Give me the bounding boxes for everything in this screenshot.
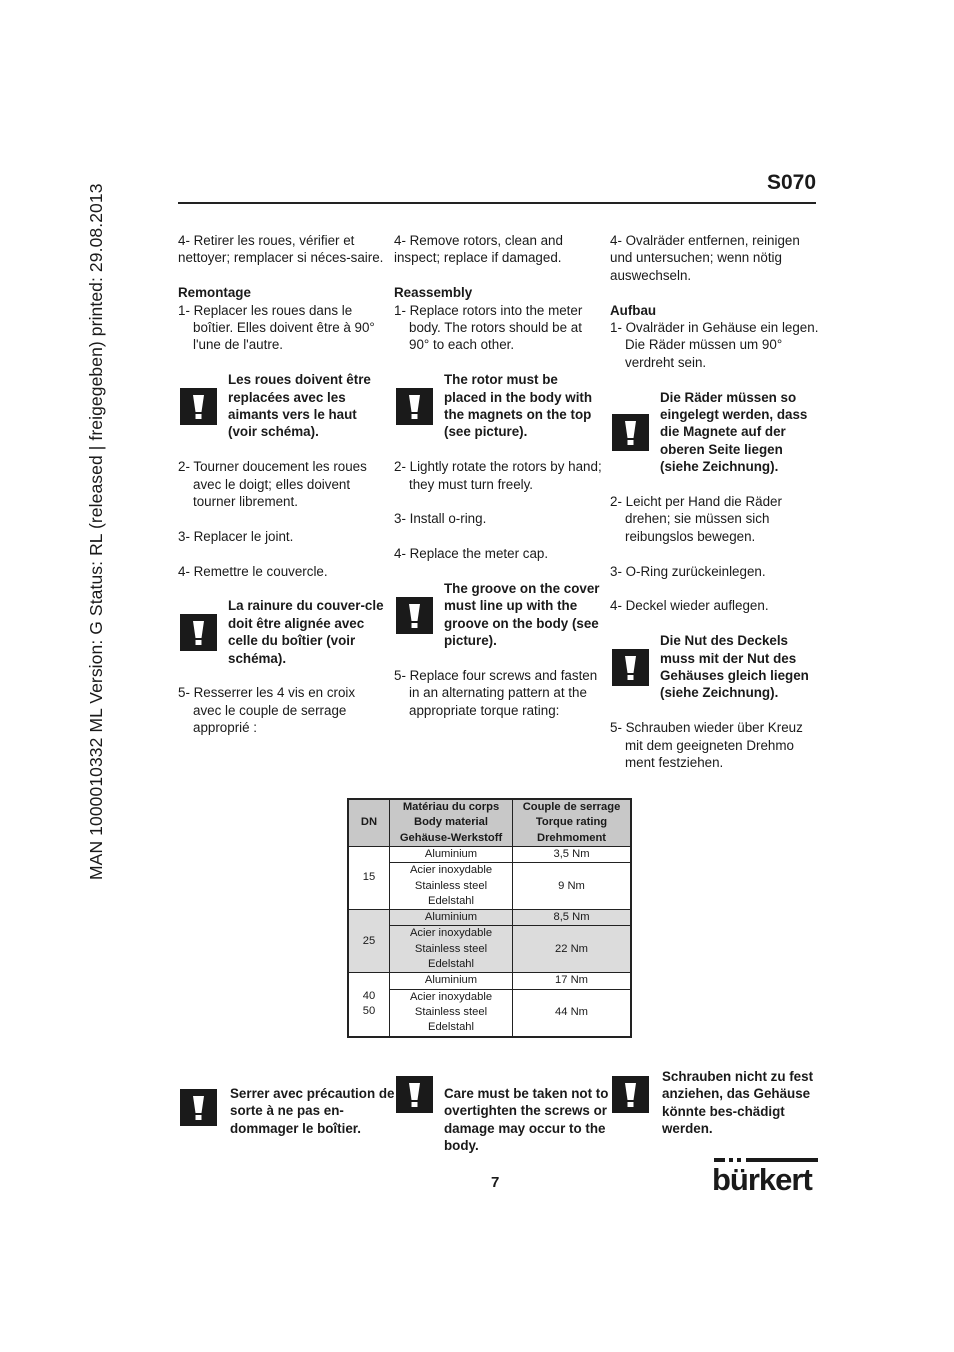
fr-warning-2 (178, 597, 386, 667)
dn-cell: 15 (348, 847, 390, 910)
torque-cell: 3,5 Nm (513, 847, 632, 863)
material-cell: Acier inoxydable Stainless steel Edelstahl (390, 989, 513, 1036)
column-german (610, 232, 820, 771)
fr-step-1: 1- Replacer les roues dans le boîtier. Elles doivent être à 90° l'une de l'autre. (178, 302, 375, 353)
bottom-warning-de-text: Schrauben nicht zu fest anziehen, das Gehäuse könnte bes-chädigt werden. (662, 1069, 814, 1137)
dn-cell: 40 50 (348, 973, 390, 1037)
header-dn: DN (348, 799, 390, 847)
material-cell: Acier inoxydable Stainless steel Edelstahl (390, 863, 513, 910)
bottom-warning-en-text: Care must be taken not to overtighten the screws or damage may occur to the body. (444, 1086, 609, 1154)
en-step-5: 5- Replace four screws and fasten in an alternating pattern at the appropriate torque rating: (394, 668, 598, 718)
header-material: Matériau du corps Body material Gehäuse-Werkstoff (390, 799, 513, 847)
logo-text: bürkert (712, 1162, 812, 1192)
torque-cell: 17 Nm (513, 973, 632, 989)
fr-step-4-disassembly: 4- Retirer les roues, vérifier et nettoyer; remplacer si néces-saire. (178, 233, 384, 266)
en-step-1: 1- Replace rotors into the meter body. The rotors should be at 90° to each other. (394, 302, 583, 353)
en-step-4-disassembly: 4- Remove rotors, clean and inspect; replace if damaged. (394, 233, 563, 266)
fr-warning-1-text: Les roues doivent être replacées avec les aimants vers le haut (voir schéma). (228, 372, 371, 440)
fr-step-2: 2- Tourner doucement les roues avec le doigt; elles doivent tourner librement. (178, 459, 367, 510)
de-step-1: 1- Ovalräder in Gehäuse ein legen. Die Räder müssen um 90° verdreht sein. (610, 320, 819, 370)
exclamation-icon (180, 1089, 217, 1126)
exclamation-icon (612, 414, 649, 451)
page-number: 7 (491, 1174, 500, 1191)
torque-cell: 9 Nm (513, 863, 632, 910)
de-warning-2-text: Die Nut des Deckels muss mit der Nut des Gehäuses gleich liegen (siehe Zeichnung). (660, 633, 809, 701)
en-step-2: 2- Lightly rotate the rotors by hand; they must turn freely. (394, 459, 602, 492)
en-warning-1-text: The rotor must be placed in the body with the magnets on the top (see picture). (444, 372, 593, 440)
bottom-warning-fr-text: Serrer avec précaution de sorte à ne pas en-dommager le boîtier. (230, 1086, 395, 1136)
fr-warning-2-text: La rainure du couver-cle doit être alignée avec celle du boîtier (voir schéma). (228, 598, 384, 666)
table-row (348, 847, 631, 863)
fr-step-4: 4- Remettre le couvercle. (178, 563, 328, 579)
de-step-2: 2- Leicht per Hand die Räder drehen; sie müssen sich reibungslos bewegen. (610, 494, 782, 544)
fr-step-3: 3- Replacer le joint. (178, 528, 294, 544)
material-cell: Aluminium (390, 973, 513, 989)
de-step-3: 3- O-Ring zurückeinlegen. (610, 563, 766, 579)
table-row (348, 989, 631, 1036)
exclamation-icon (396, 1076, 433, 1113)
page-title: S070 (766, 171, 816, 194)
torque-cell: 22 Nm (513, 926, 632, 973)
exclamation-icon (180, 614, 217, 651)
fr-step-5: 5- Resserrer les 4 vis en croix avec le couple de serrage approprié : (178, 685, 356, 736)
material-cell: Aluminium (390, 910, 513, 926)
en-step-3: 3- Install o-ring. (394, 511, 487, 527)
de-step-4-disassembly: 4- Ovalräder entfernen, reinigen und untersuchen; wenn nötig auswechseln. (610, 233, 800, 283)
exclamation-icon (396, 597, 433, 634)
dn-cell: 25 (348, 910, 390, 973)
fr-heading: Remontage (178, 285, 251, 301)
en-warning-2 (394, 580, 602, 650)
table-row (348, 910, 631, 926)
de-warning-1-text: Die Räder müssen so eingelegt werden, dass die Magnete auf der oberen Seite liegen (siehe Zeichnung). (660, 389, 808, 475)
torque-table (347, 798, 632, 1038)
en-heading: Reassembly (394, 285, 473, 301)
en-step-4: 4- Replace the meter cap. (394, 546, 549, 562)
document-metadata-sidebar: MAN 1000010332 ML Version: G Status: RL (released | freigegeben) printed: 29.08.2013 (86, 183, 106, 880)
burkert-logo (712, 1158, 818, 1192)
column-french (178, 232, 386, 737)
material-cell: Aluminium (390, 847, 513, 863)
table-row (348, 926, 631, 973)
exclamation-icon (612, 1076, 649, 1113)
fr-warning-1 (178, 371, 386, 441)
exclamation-icon (396, 388, 433, 425)
table-row (348, 973, 631, 989)
de-heading: Aufbau (610, 302, 657, 318)
de-warning-2 (610, 632, 820, 702)
torque-cell: 44 Nm (513, 989, 632, 1036)
de-step-5: 5- Schrauben wieder über Kreuz mit dem geeigneten Drehmo ment festziehen. (610, 720, 803, 771)
torque-cell: 8,5 Nm (513, 910, 632, 926)
header-torque: Couple de serrage Torque rating Drehmoment (513, 799, 632, 847)
exclamation-icon (612, 649, 649, 686)
table-header-row (348, 799, 631, 847)
material-cell: Acier inoxydable Stainless steel Edelstahl (390, 926, 513, 973)
table-row (348, 863, 631, 910)
column-english (394, 232, 602, 719)
header-rule (178, 202, 816, 204)
de-warning-1 (610, 389, 820, 476)
en-warning-1 (394, 371, 602, 441)
de-step-4: 4- Deckel wieder auflegen. (610, 598, 769, 614)
exclamation-icon (180, 388, 217, 425)
en-warning-2-text: The groove on the cover must line up with the groove on the body (see picture). (444, 581, 600, 649)
